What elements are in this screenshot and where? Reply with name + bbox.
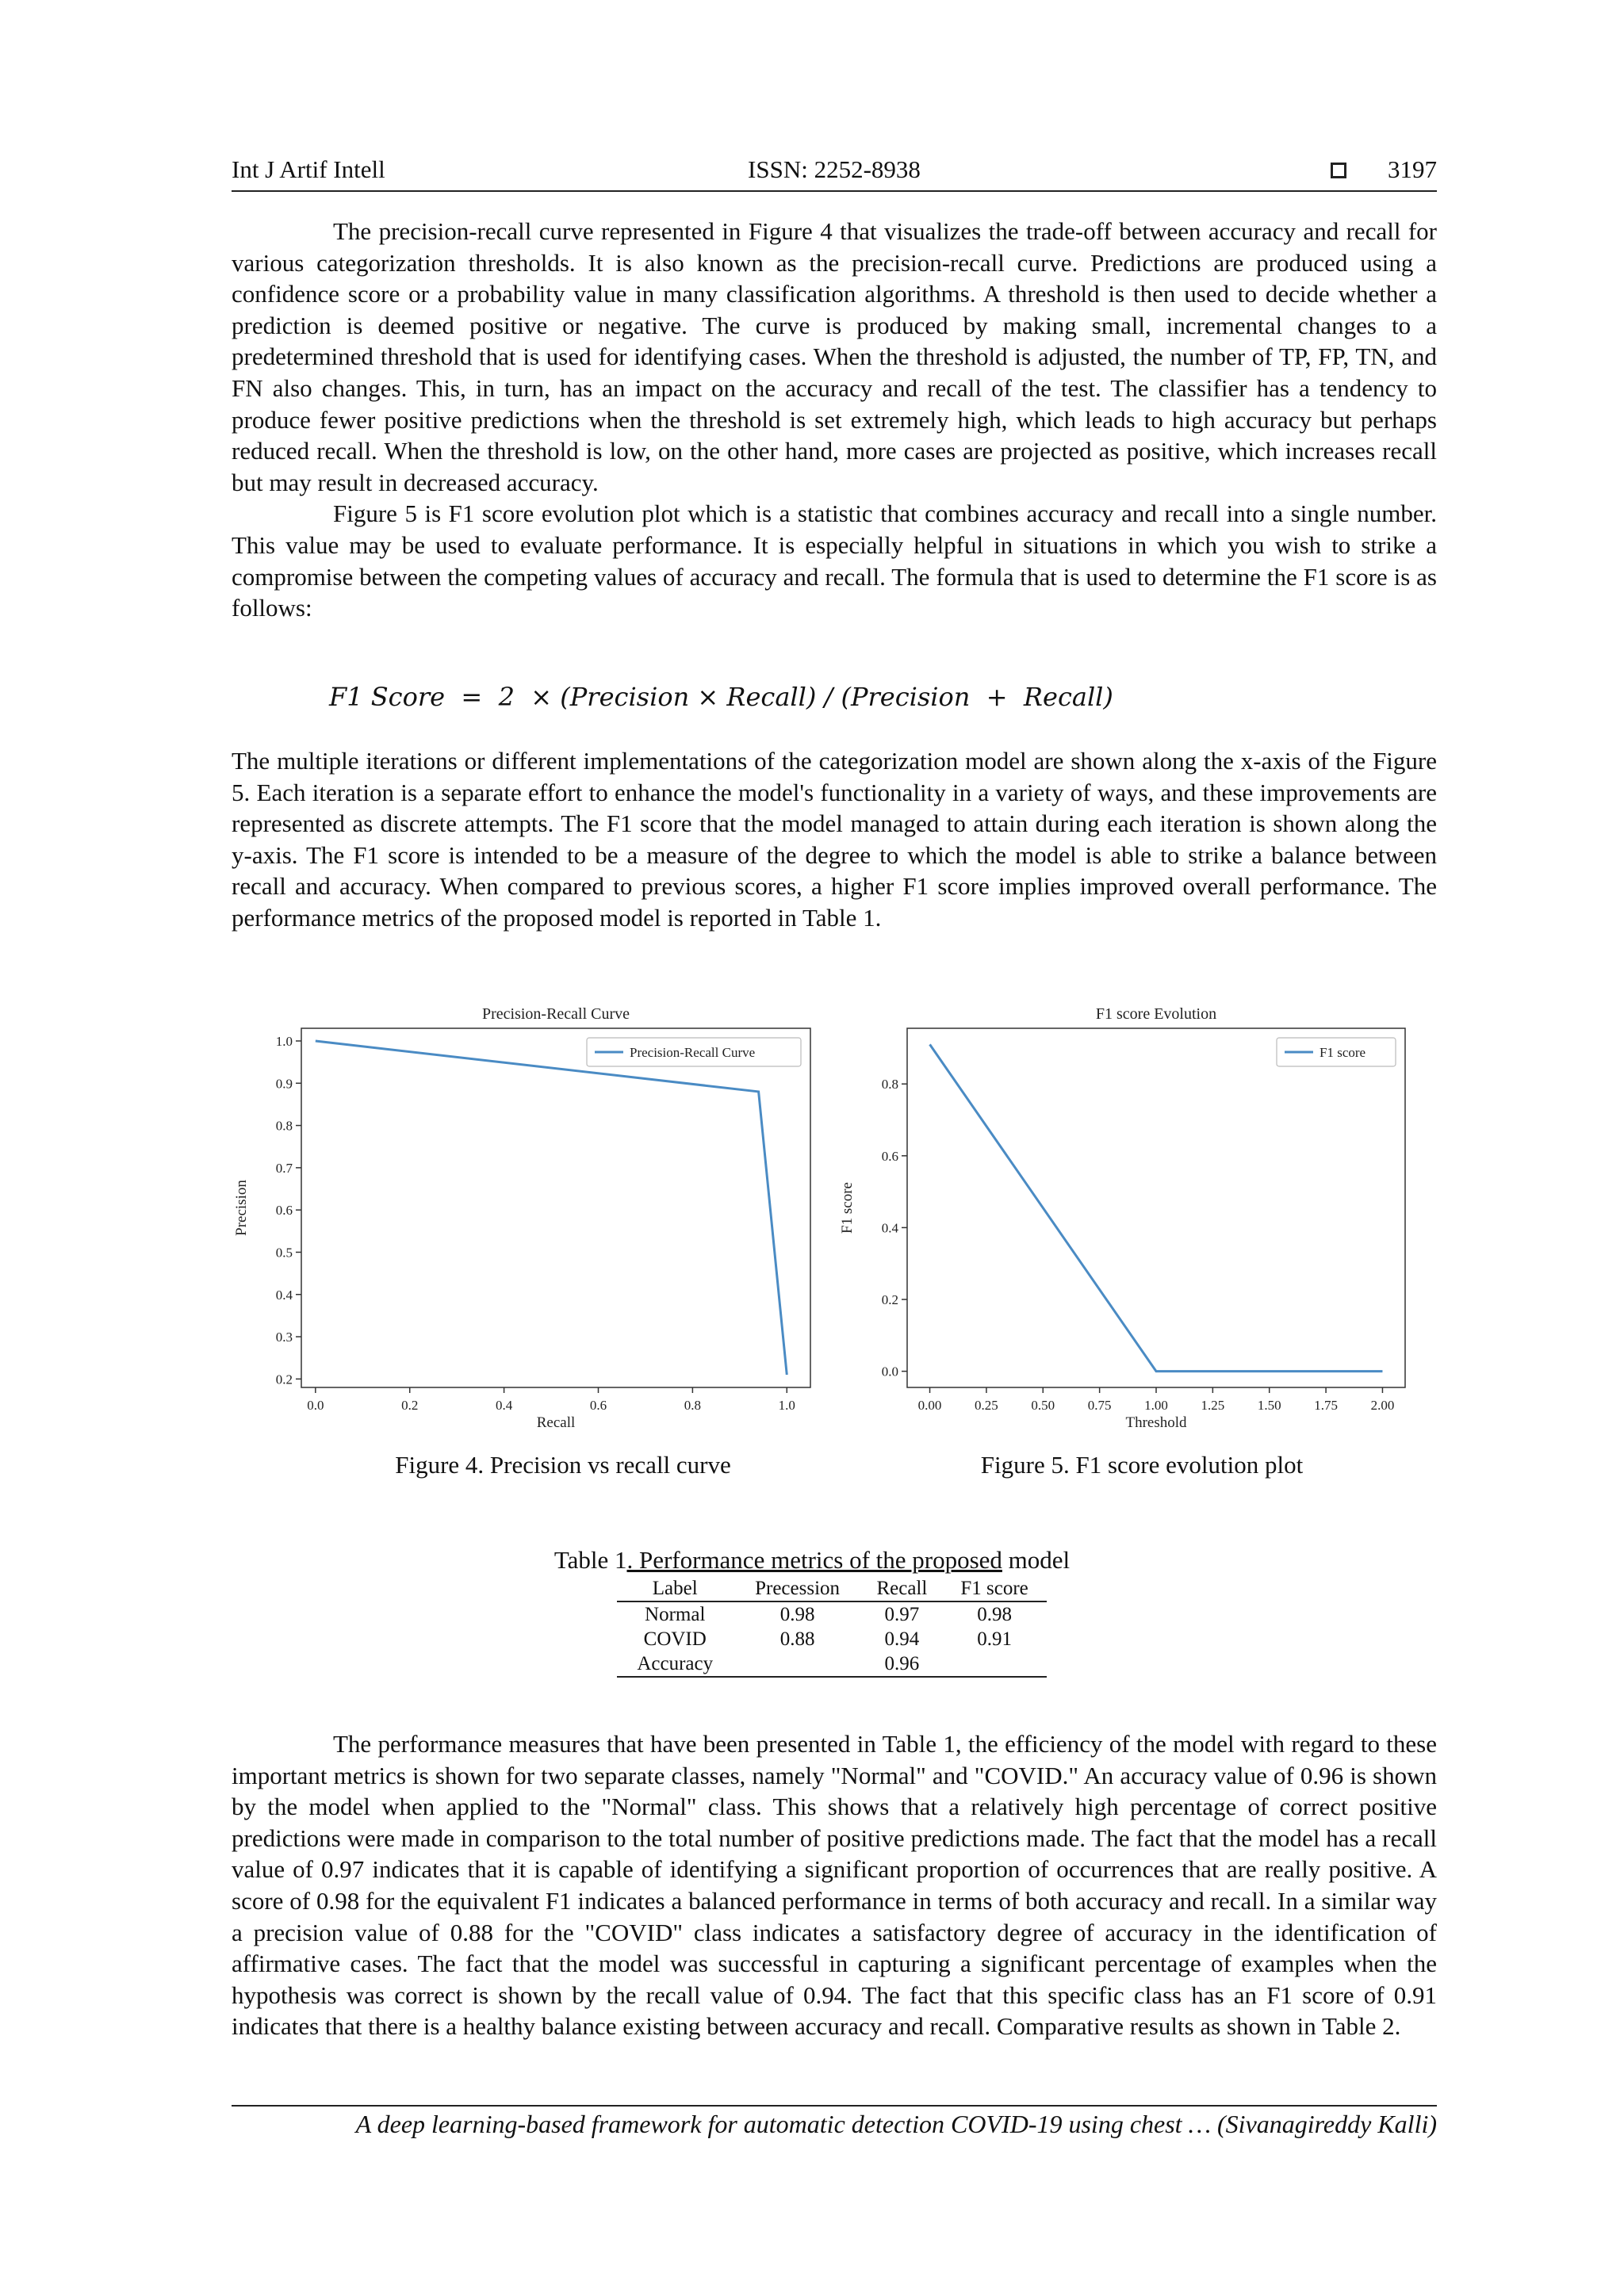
table-cell	[733, 1651, 861, 1677]
x-tick-label: 0.75	[1087, 1398, 1112, 1413]
figure-4-caption: Figure 4. Precision vs recall curve	[395, 1451, 731, 1479]
x-tick-label: 0.00	[917, 1398, 942, 1413]
performance-metrics-table	[617, 1576, 1047, 1678]
y-tick-label: 0.2	[881, 1292, 898, 1308]
x-axis-label: Recall	[536, 1414, 576, 1431]
x-tick-label: 0.25	[975, 1398, 998, 1413]
figure-4-chart	[233, 1003, 841, 1447]
y-tick-label: 0.5	[275, 1245, 293, 1261]
figure-5-chart	[841, 1003, 1443, 1447]
journal-name: Int J Artif Intell	[232, 155, 385, 183]
table-header-row	[617, 1576, 1047, 1601]
table-cell: COVID	[643, 1628, 707, 1650]
paragraph-results: The performance measures that have been presented in Table 1, the efficiency of the model with regard to these important metrics is shown for two separate classes, namely "Normal" and "COVID." An accuracy value of 0.96 is shown by the model when applied to the "Normal" class. This shows that a relatively high percentage of correct positive predictions were made in comparison to the total number of positive predictions made. The fact that the model has a recall value of 0.97 indicates that it is capable of identifying a significant proportion of occurrences that are really positive. A score of 0.98 for the equivalent F1 indicates a balanced performance in terms of both accuracy and recall. In a similar way a precision value of 0.88 for the "COVID" class indicates a satisfactory degree of accuracy in the identification of affirmative cases. The fact that the model was successful in capturing a significant percentage of examples when the hypothesis was correct is shown by the recall value of 0.94. The fact that this specific class has an F1 score of 0.91 indicates that there is a healthy balance existing between accuracy and recall. Comparative results as shown in Table 2.	[232, 1730, 1437, 2041]
table-cell: 0.98	[779, 1604, 815, 1625]
header-f1-score: F1 score	[942, 1576, 1047, 1601]
x-tick-label: 1.00	[1144, 1398, 1168, 1413]
precision-recall-chart	[233, 1003, 841, 1447]
f1-evolution-chart	[841, 1003, 1443, 1447]
table-row	[617, 1627, 1047, 1651]
x-tick-label: 1.0	[778, 1398, 795, 1413]
table-cell: 0.97	[884, 1604, 920, 1625]
running-footer: A deep learning-based framework for automatic detection COVID-19 using chest … (Sivanagireddy Kalli)	[232, 2105, 1437, 2145]
y-axis-label: F1 score	[839, 1182, 856, 1234]
x-axis-label: Threshold	[1125, 1414, 1187, 1431]
y-tick-label: 1.0	[275, 1033, 293, 1049]
header-recall: Recall	[862, 1576, 942, 1601]
page-number-group	[1331, 155, 1437, 184]
paragraph-pr-curve: The precision-recall curve represented in Figure 4 that visualizes the trade-off between accuracy and recall for various categorization thresholds. It is also known as the precision-recall curve. Predictions are produced using a confidence score or a probability value in many classification algorithms. A threshold is then used to decide whether a prediction is deemed positive or negative. The curve is produced by making small, incremental changes to a predetermined threshold that is used for identifying cases. When the threshold is adjusted, the number of TP, FP, TN, and FN also changes. This, in turn, has an impact on the accuracy and recall of the test. The classifier has a tendency to produce fewer positive predictions when the threshold is set extremely high, which leads to high accuracy but perhaps reduced recall. When the threshold is low, on the other hand, more cases are projected as positive, which increases recall but may result in decreased accuracy.	[232, 217, 1437, 496]
paragraph-f1-iterations: The multiple iterations or different implementations of the categorization model are shown along the x-axis of the Figure 5. Each iteration is a separate effort to enhance the model's functionality in a variety of ways, and these improvements are represented as discrete attempts. The F1 score that the model managed to attain during each iteration is shown along the y-axis. The F1 score is intended to be a measure of the degree to which the model is able to strike a balance between recall and accuracy. When compared to previous scores, a higher F1 score implies improved overall performance. The performance metrics of the proposed model is reported in Table 1.	[232, 747, 1437, 932]
x-tick-label: 0.0	[307, 1398, 324, 1413]
table-1-title-prefix: Table 1	[553, 1546, 627, 1574]
table-cell: 0.94	[884, 1628, 920, 1650]
table-cell: 0.88	[779, 1628, 815, 1650]
legend-label: Precision-Recall Curve	[630, 1045, 756, 1060]
header-precession: Precession	[733, 1576, 861, 1601]
plot-frame	[907, 1028, 1405, 1387]
y-tick-label: 0.8	[881, 1077, 898, 1093]
table-cell: Normal	[645, 1604, 706, 1625]
x-tick-label: 0.6	[589, 1398, 607, 1413]
y-tick-label: 0.8	[275, 1118, 293, 1134]
table-cell: 0.91	[977, 1628, 1012, 1650]
table-1-title	[0, 1546, 1624, 1575]
square-icon	[1331, 163, 1346, 178]
x-tick-label: 2.00	[1370, 1398, 1395, 1413]
body-text-top	[232, 216, 1437, 624]
legend-label: F1 score	[1320, 1045, 1366, 1060]
chart-title: F1 score Evolution	[1095, 1005, 1217, 1023]
figure-5-caption: Figure 5. F1 score evolution plot	[980, 1451, 1304, 1479]
plot-frame	[301, 1028, 810, 1387]
x-tick-label: 0.4	[495, 1398, 513, 1413]
table-cell: 0.98	[977, 1604, 1012, 1625]
y-tick-label: 0.2	[275, 1372, 293, 1387]
y-tick-label: 0.4	[275, 1287, 293, 1303]
x-tick-label: 1.25	[1201, 1398, 1225, 1413]
y-axis-label: Precision	[233, 1180, 250, 1236]
table-cell: 0.96	[862, 1651, 942, 1677]
paragraph-f1-intro: Figure 5 is F1 score evolution plot which is a statistic that combines accuracy and recall into a single number. This value may be used to evaluate performance. It is especially helpful in situations in which you wish to strike a compromise between the competing values of accuracy and recall. The formula that is used to determine the F1 score is as follows:	[232, 499, 1437, 622]
table-cell: Accuracy	[617, 1651, 733, 1677]
y-tick-label: 0.6	[881, 1148, 898, 1164]
running-header	[232, 155, 1437, 192]
table-cell	[942, 1651, 1047, 1677]
x-tick-label: 0.50	[1031, 1398, 1055, 1413]
table-row	[617, 1651, 1047, 1677]
y-tick-label: 0.9	[275, 1076, 293, 1092]
y-tick-label: 0.6	[275, 1203, 293, 1219]
x-tick-label: 0.2	[401, 1398, 419, 1413]
page-number: 3197	[1388, 155, 1437, 183]
y-tick-label: 0.0	[881, 1364, 898, 1380]
x-tick-label: 1.50	[1257, 1398, 1281, 1413]
table-1-title-suffix: model	[1002, 1546, 1071, 1574]
table-row	[617, 1601, 1047, 1627]
header-label: Label	[617, 1576, 733, 1601]
issn: ISSN: 2252-8938	[748, 155, 921, 183]
body-text-middle	[232, 745, 1437, 934]
body-text-bottom	[232, 1728, 1437, 2042]
y-tick-label: 0.7	[275, 1160, 293, 1176]
table-1-title-rest: . Performance metrics of the proposed	[626, 1546, 1002, 1574]
y-tick-label: 0.4	[881, 1220, 898, 1236]
chart-title: Precision-Recall Curve	[481, 1005, 630, 1023]
x-tick-label: 0.8	[684, 1398, 702, 1413]
x-tick-label: 1.75	[1314, 1398, 1338, 1413]
y-tick-label: 0.3	[275, 1330, 293, 1345]
f1-equation: F1 Score = 2 × (Precision × Recall) / (Precision + Recall)	[329, 682, 1113, 712]
